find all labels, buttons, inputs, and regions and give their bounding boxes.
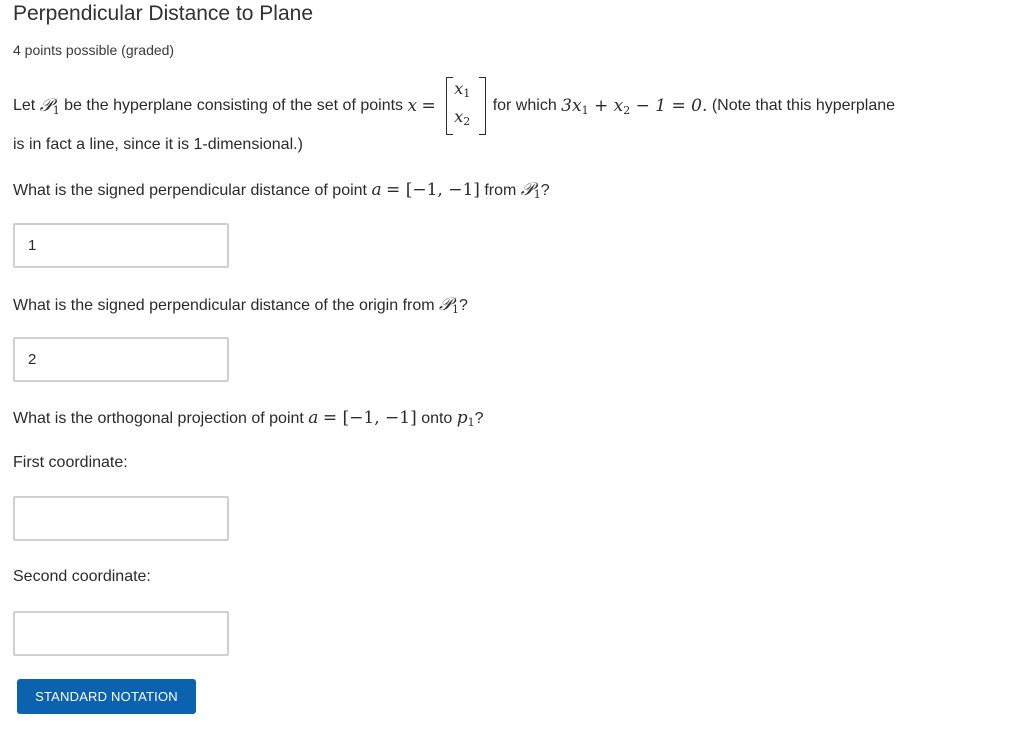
first-coordinate-input[interactable] — [13, 496, 229, 541]
problem-title: Perpendicular Distance to Plane — [13, 2, 314, 25]
standard-notation-button[interactable]: STANDARD NOTATION — [17, 679, 196, 714]
second-coordinate-input[interactable] — [13, 611, 229, 656]
intro-line-2: is in fact a line, since it is 1-dimensional.) — [13, 136, 303, 153]
equation: $3x_1 + x_2 - 1 = 0$. — [561, 95, 708, 117]
question-3: What is the orthogonal projection of point a = [−1, −1] onto $p_1$? — [13, 408, 484, 429]
intro-note: (Note that this hyperplane — [711, 97, 896, 114]
first-coordinate-label: First coordinate: — [13, 454, 128, 471]
question-1: What is the signed perpendicular distance of point a = [−1, −1] from 𝒫$_1$? — [13, 179, 550, 201]
intro-forwhich: for which — [492, 97, 557, 114]
column-vector — [440, 77, 488, 135]
points-label: 4 points possible (graded) — [13, 42, 175, 58]
second-coordinate-label: Second coordinate: — [13, 568, 151, 585]
intro-mid: be the hyperplane consisting of the set of points — [64, 97, 404, 114]
intro-eq: = — [421, 96, 436, 116]
answer-input-2[interactable]: 2 — [13, 337, 229, 382]
answer-input-1[interactable]: 1 — [13, 223, 229, 268]
hyperplane-symbol: 𝒫$_1$ — [39, 95, 60, 117]
vector-entry-1: $x_1$ — [454, 79, 471, 100]
vector-entry-2: $x_2$ — [454, 107, 471, 128]
intro-x: x — [407, 96, 418, 116]
question-2: What is the signed perpendicular distance of the origin from 𝒫$_1$? — [13, 294, 468, 316]
intro-line-1 — [13, 76, 895, 136]
intro-let: Let — [13, 97, 36, 114]
